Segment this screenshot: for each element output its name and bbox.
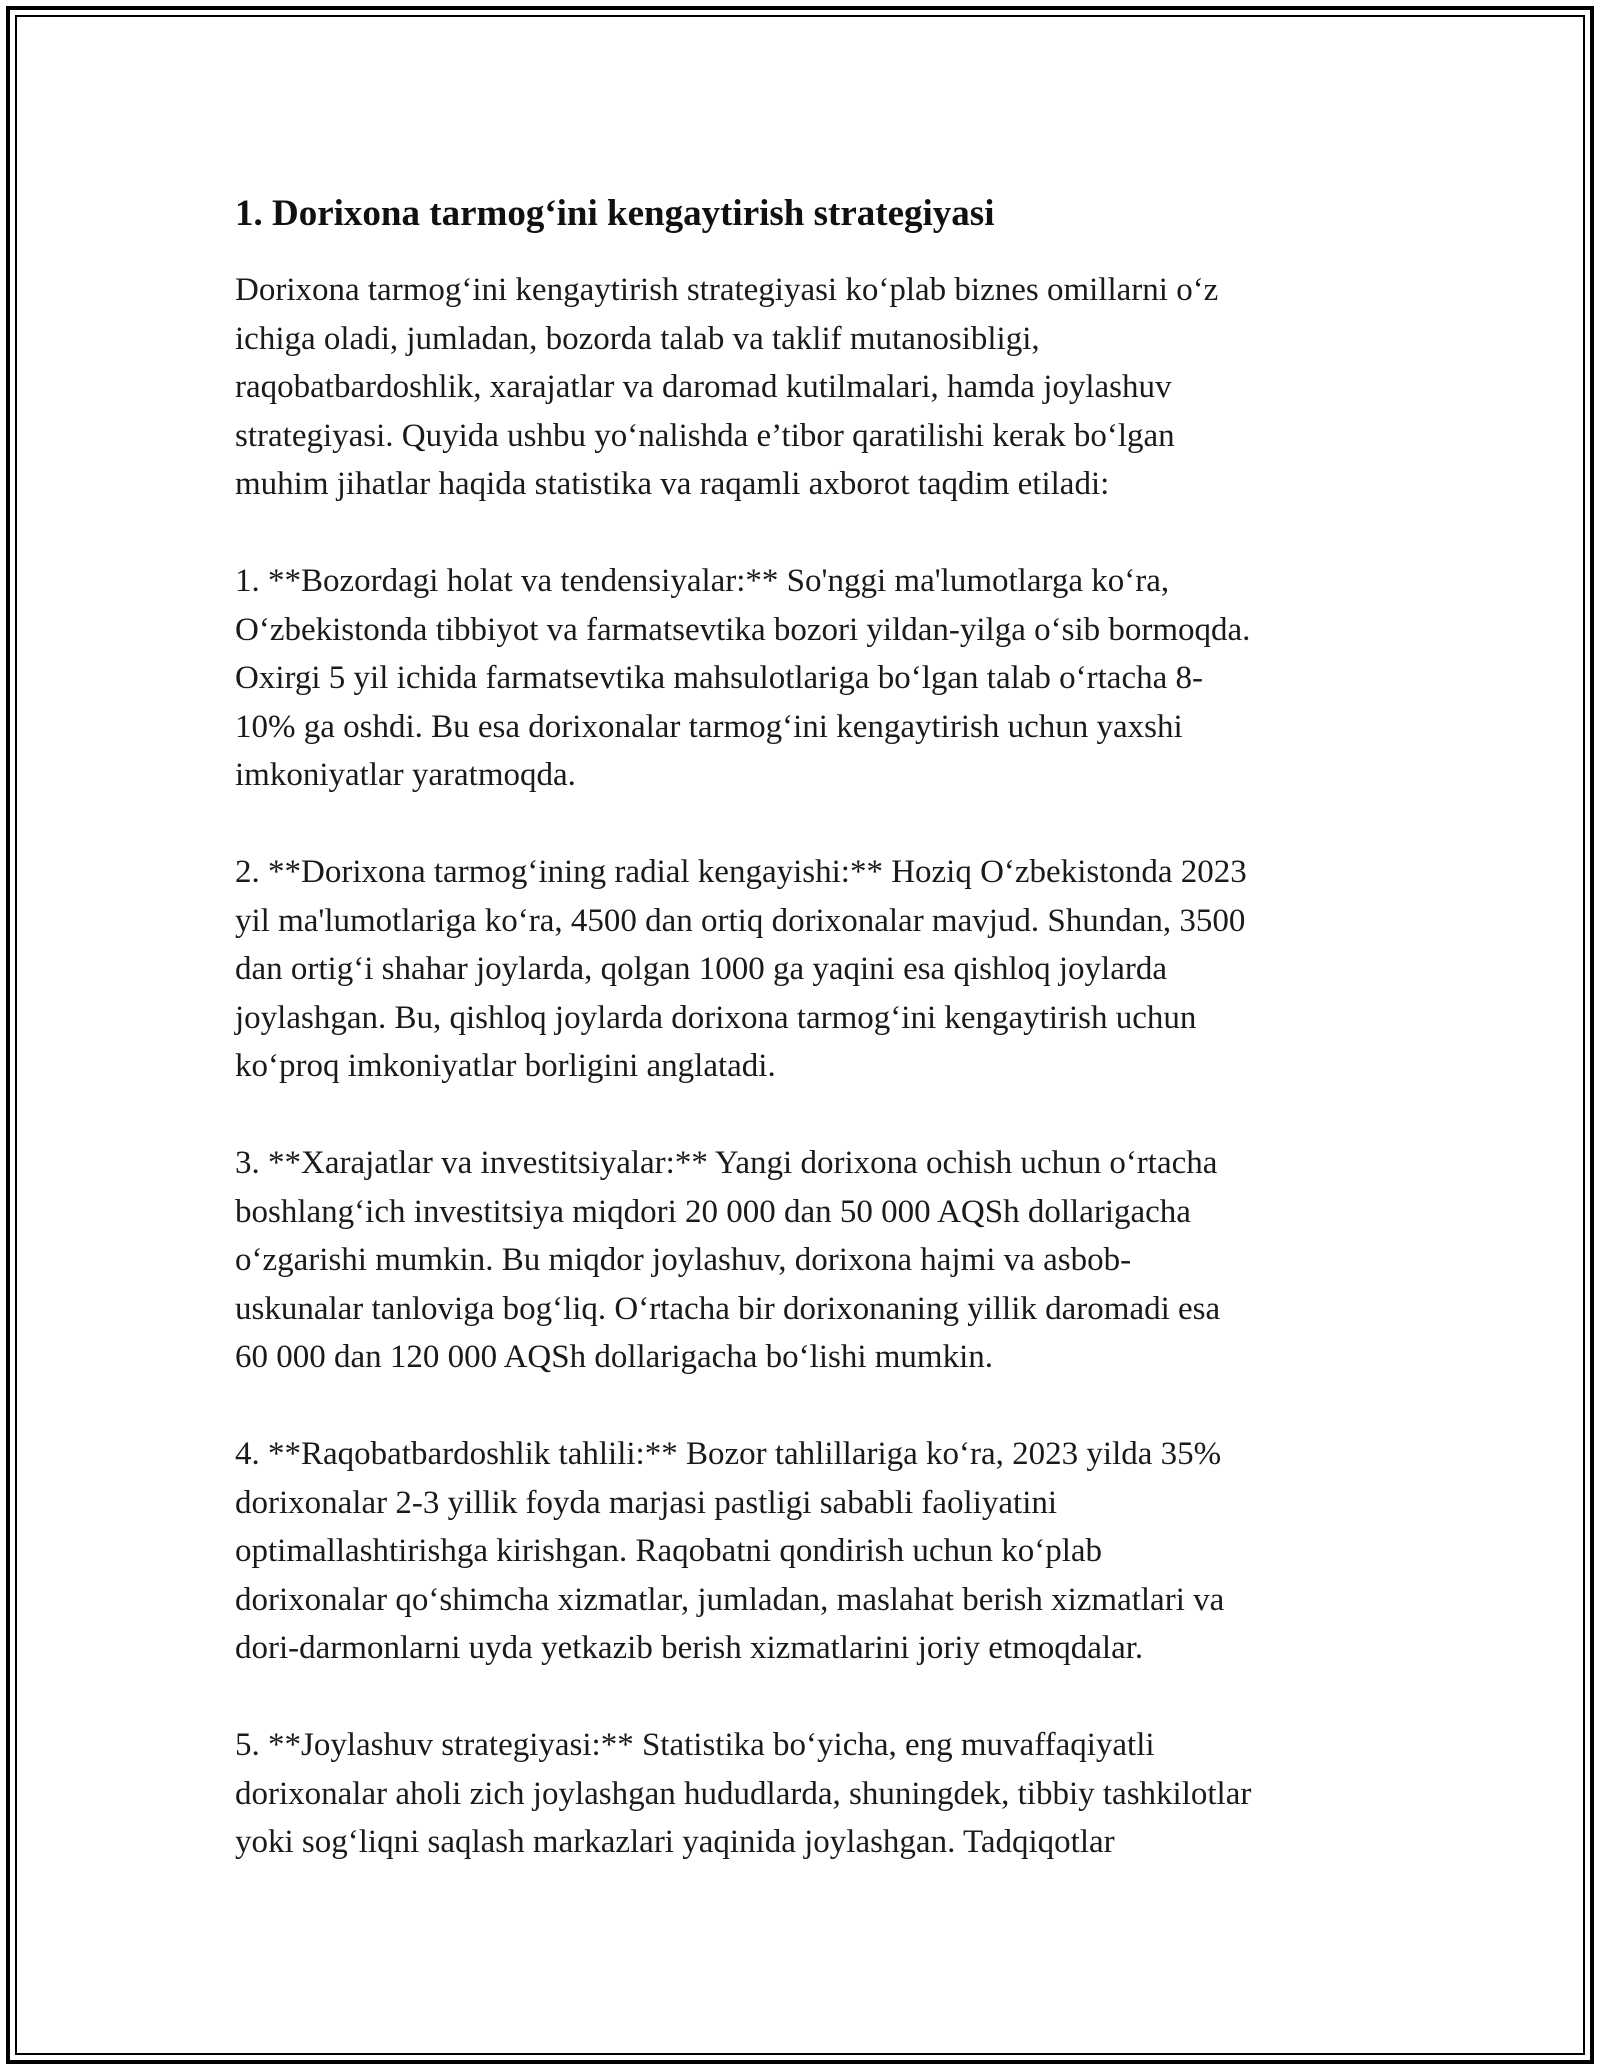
point-location-strategy: 5. **Joylashuv strategiyasi:** Statistika bo‘yicha, eng muvaffaqiyatli dorixonalar aholi zich joylashgan hududlarda, shuningdek, tibbiy tashkilotlar yoki sog‘liqni saqlash markazlari yaqinida joylashgan. Tadqiqotlar (235, 1727, 1252, 1860)
point-costs-investments: 3. **Xarajatlar va investitsiyalar:** Yangi dorixona ochish uchun o‘rtacha boshlang‘ich investitsiya miqdori 20 000 dan 50 000 AQSh dollarigacha o‘zgarishi mumkin. Bu miqdor joylashuv, dorixona hajmi va asbob- uskunalar tanloviga bog‘liq. O‘rtacha bir dorixonaning yillik daromadi esa 60 000 dan 120 000 AQSh dollarigacha bo‘lishi mumkin. (235, 1145, 1221, 1375)
document-body (235, 188, 1385, 1915)
section-heading: 1. Dorixona tarmog‘ini kengaytirish strategiyasi (235, 193, 995, 234)
point-competition-analysis: 4. **Raqobatbardoshlik tahlili:** Bozor tahlillariga ko‘ra, 2023 yilda 35% dorixonalar 2-3 yillik foyda marjasi pastligi sababli faoliyatini optimallashtirishga kirishgan. Raqobatni qondirish uchun ko‘plab dorixonalar qo‘shimcha xizmatlar, jumladan, maslahat berish xizmatlari va dori-darmonlarni uyda yetkazib berish xizmatlarini joriy etmoqdalar. (235, 1436, 1225, 1666)
point-market-trends: 1. **Bozordagi holat va tendensiyalar:** So'nggi ma'lumotlarga ko‘ra, O‘zbekistonda tibbiyot va farmatsevtika bozori yildan-yilga o‘sib bormoqda. Oxirgi 5 yil ichida farmatsevtika mahsulotlariga bo‘lgan talab o‘rtacha 8- 10% ga oshdi. Bu esa dorixonalar tarmog‘ini kengaytirish uchun yaxshi imkoniyatlar yaratmoqda. (235, 563, 1251, 793)
intro-paragraph: Dorixona tarmog‘ini kengaytirish strategiyasi ko‘plab biznes omillarni o‘z ichiga oladi, jumladan, bozorda talab va taklif mutanosibligi, raqobatbardoshlik, xarajatlar va daromad kutilmalari, hamda joylashuv strategiyasi. Quyida ushbu yo‘nalishda e’tibor qaratilishi kerak bo‘lgan muhim jihatlar haqida statistika va raqamli axborot taqdim etiladi: (235, 272, 1219, 502)
point-network-expansion: 2. **Dorixona tarmog‘ining radial kengayishi:** Hoziq O‘zbekistonda 2023 yil ma'lumotlariga ko‘ra, 4500 dan ortiq dorixonalar mavjud. Shundan, 3500 dan ortig‘i shahar joylarda, qolgan 1000 ga yaqini esa qishloq joylarda joylashgan. Bu, qishloq joylarda dorixona tarmog‘ini kengaytirish uchun ko‘proq imkoniyatlar borligini anglatadi. (235, 854, 1247, 1084)
